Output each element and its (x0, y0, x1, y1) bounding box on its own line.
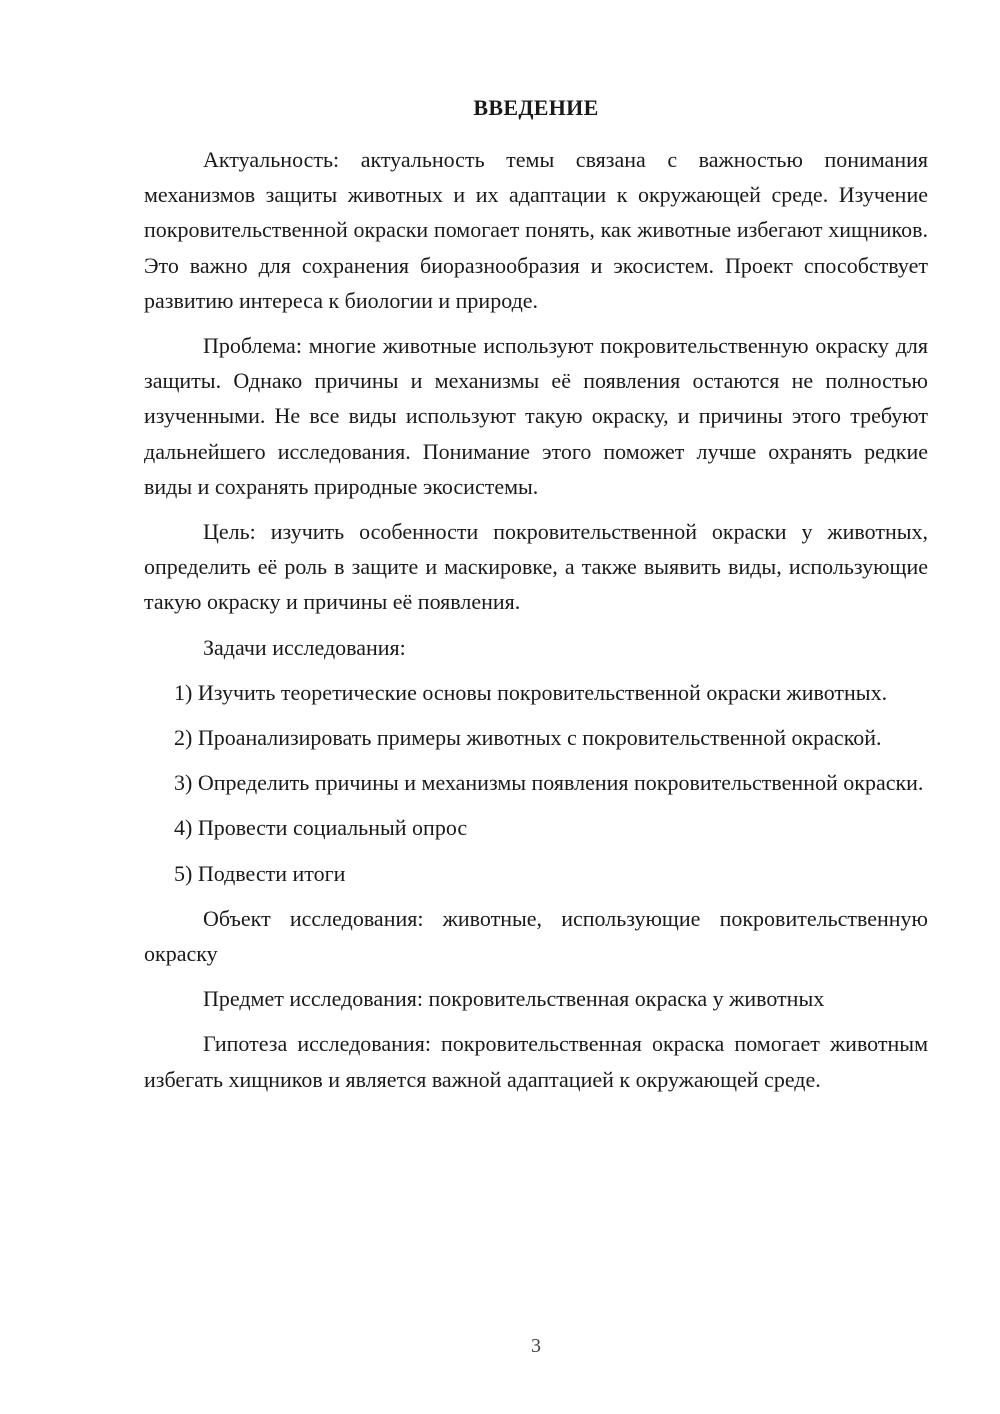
task-item-4: 4) Провести социальный опрос (174, 815, 468, 841)
research-object-paragraph: Объект исследования: животные, использующие покровительственную окраску (144, 905, 928, 967)
relevance-paragraph: Актуальность: актуальность темы связана с важностью понимания механизмов защиты животных и их адаптации к окружающей среде. Изучение покровительственной окраски помогает понять, как животные избегают хищников. Это важно для сохранения биоразнообразия и экосистем. Проект способствует развитию интереса к биологии и природе. (144, 147, 928, 313)
page-number: 3 (531, 1335, 541, 1357)
problem-paragraph: Проблема: многие животные используют покровительственную окраску для защиты. Однако причины и механизмы её появления остаются не полностью изученными. Не все виды используют такую окраску, и причины этого требуют дальнейшего исследования. Понимание этого поможет лучше охранять редкие виды и сохранять природные экосистемы. (144, 333, 928, 499)
tasks-heading: Задачи исследования: (203, 634, 406, 660)
research-subject-paragraph: Предмет исследования: покровительственная окраска у животных (203, 986, 825, 1012)
section-title: ВВЕДЕНИЕ (473, 95, 599, 120)
document-body (144, 142, 928, 1107)
hypothesis-paragraph: Гипотеза исследования: покровительственная окраска помогает животным избегать хищников и является важной адаптацией к окружающей среде. (144, 1031, 928, 1092)
task-item-1: 1) Изучить теоретические основы покровительственной окраски животных. (174, 679, 888, 705)
task-item-2: 2) Проанализировать примеры животных с покровительственной окраской. (174, 725, 882, 751)
goal-paragraph: Цель: изучить особенности покровительственной окраски у животных, определить её роль в защите и маскировке, а также выявить виды, использующие такую окраску и причины её появления. (144, 519, 928, 615)
task-item-5: 5) Подвести итоги (174, 860, 346, 886)
task-item-3: 3) Определить причины и механизмы появления покровительственной окраски. (174, 770, 924, 796)
